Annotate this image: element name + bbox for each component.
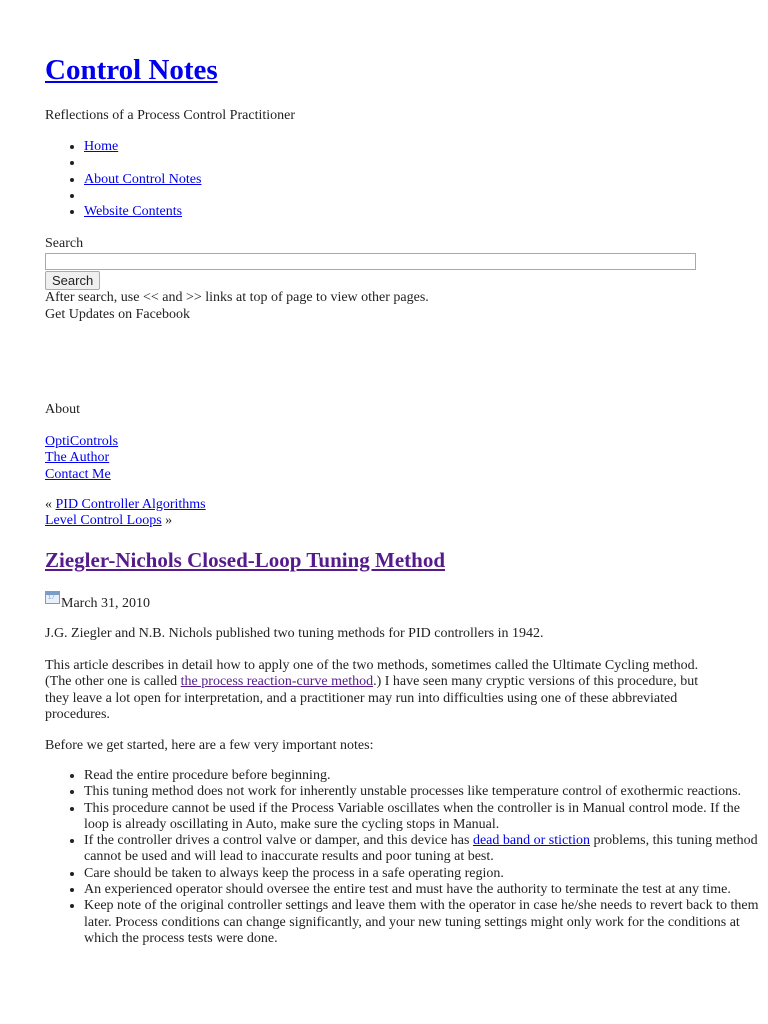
search-button[interactable]: Search (45, 271, 100, 290)
calendar-icon (45, 591, 60, 604)
next-arrow: » (161, 513, 173, 529)
dead-band-stiction-link[interactable]: dead band or stiction (472, 833, 590, 849)
post-navigation (45, 497, 206, 530)
note-stiction-start: If the controller drives a control valve or damper, and this device has (84, 833, 473, 849)
prev-post-link[interactable]: PID Controller Algorithms (55, 497, 206, 512)
nav-item-about (84, 172, 201, 188)
list-item: • An experienced operator should oversee the entire test and must have the authority to terminate the test at any time. (84, 882, 764, 898)
search-hint: After search, use << and >> links at top of page to view other pages. (45, 290, 429, 305)
post-title-link[interactable]: Ziegler-Nichols Closed-Loop Tuning Method (45, 548, 446, 572)
post-title (45, 547, 445, 573)
list-item: • Keep note of the original controller settings and leave them with the operator in case he/she needs to revert back to them later. Process conditions can change significantly, and your new tuning settings might only work for the conditions at which the process tests were done. (84, 898, 764, 947)
about-link-opticontrols[interactable]: OptiControls (45, 434, 119, 449)
list-item: • Read the entire procedure before beginning. (84, 768, 764, 784)
about-label: About (45, 402, 80, 417)
post-paragraph-method (45, 658, 725, 723)
post-paragraph-method-end: .) I have seen many cryptic versions of this procedure, but they leave a lot open for interpretation, and a practitioner may run into difficulties using one of these abbreviated procedures. (45, 674, 699, 722)
nav-item-empty (84, 155, 201, 171)
about-links (45, 434, 118, 483)
nav-link-about[interactable]: About Control Notes (84, 171, 202, 187)
post-paragraph-notes-intro: Before we get started, here are a few very important notes: (45, 738, 374, 753)
nav-link-contents[interactable]: Website Contents (84, 204, 183, 220)
next-post-link[interactable]: Level Control Loops (45, 513, 162, 529)
post-paragraph-method-start: This article describes in detail how to apply one of the two methods, sometimes called the Ultimate Cycling method. (The other one is called (45, 658, 699, 690)
list-item: • This procedure cannot be used if the Process Variable oscillates when the controller is in Manual control mode. If the loop is already oscillating in Auto, make sure the cycling stops in Manual. (84, 801, 764, 834)
site-title-link[interactable]: Control Notes (45, 54, 218, 86)
list-item: • Care should be taken to always keep the process in a safe operating region. (84, 866, 764, 882)
prev-post (45, 497, 206, 513)
about-link-author[interactable]: The Author (45, 450, 110, 466)
list-item (84, 833, 764, 866)
notes-list (45, 768, 764, 947)
nav-item-home (84, 139, 201, 155)
calendar-icon-day: 17 (48, 595, 55, 601)
site-title (45, 52, 218, 88)
nav-item-empty (84, 188, 201, 204)
facebook-updates-label: Get Updates on Facebook (45, 307, 191, 322)
about-link-contact[interactable]: Contact Me (45, 466, 111, 482)
post-paragraph-intro: J.G. Ziegler and N.B. Nichols published two tuning methods for PID controllers in 1942. (45, 626, 544, 641)
prev-arrow: « (45, 497, 56, 512)
main-nav (45, 139, 201, 220)
search-input[interactable] (45, 253, 696, 270)
post-date-text: March 31, 2010 (61, 596, 151, 611)
post-date (45, 593, 150, 612)
note-stiction-end: problems, this tuning method cannot be used and will lead to inaccurate results and poor tuning at best. (84, 833, 758, 865)
reaction-curve-link[interactable]: the process reaction-curve method (180, 674, 374, 690)
search-label: Search (45, 236, 84, 251)
site-tagline: Reflections of a Process Control Practitioner (45, 108, 295, 123)
list-item: • This tuning method does not work for inherently unstable processes like temperature control of exothermic reactions. (84, 784, 764, 800)
nav-item-contents (84, 204, 201, 220)
nav-link-home[interactable]: Home (84, 139, 119, 154)
next-post (45, 513, 206, 529)
